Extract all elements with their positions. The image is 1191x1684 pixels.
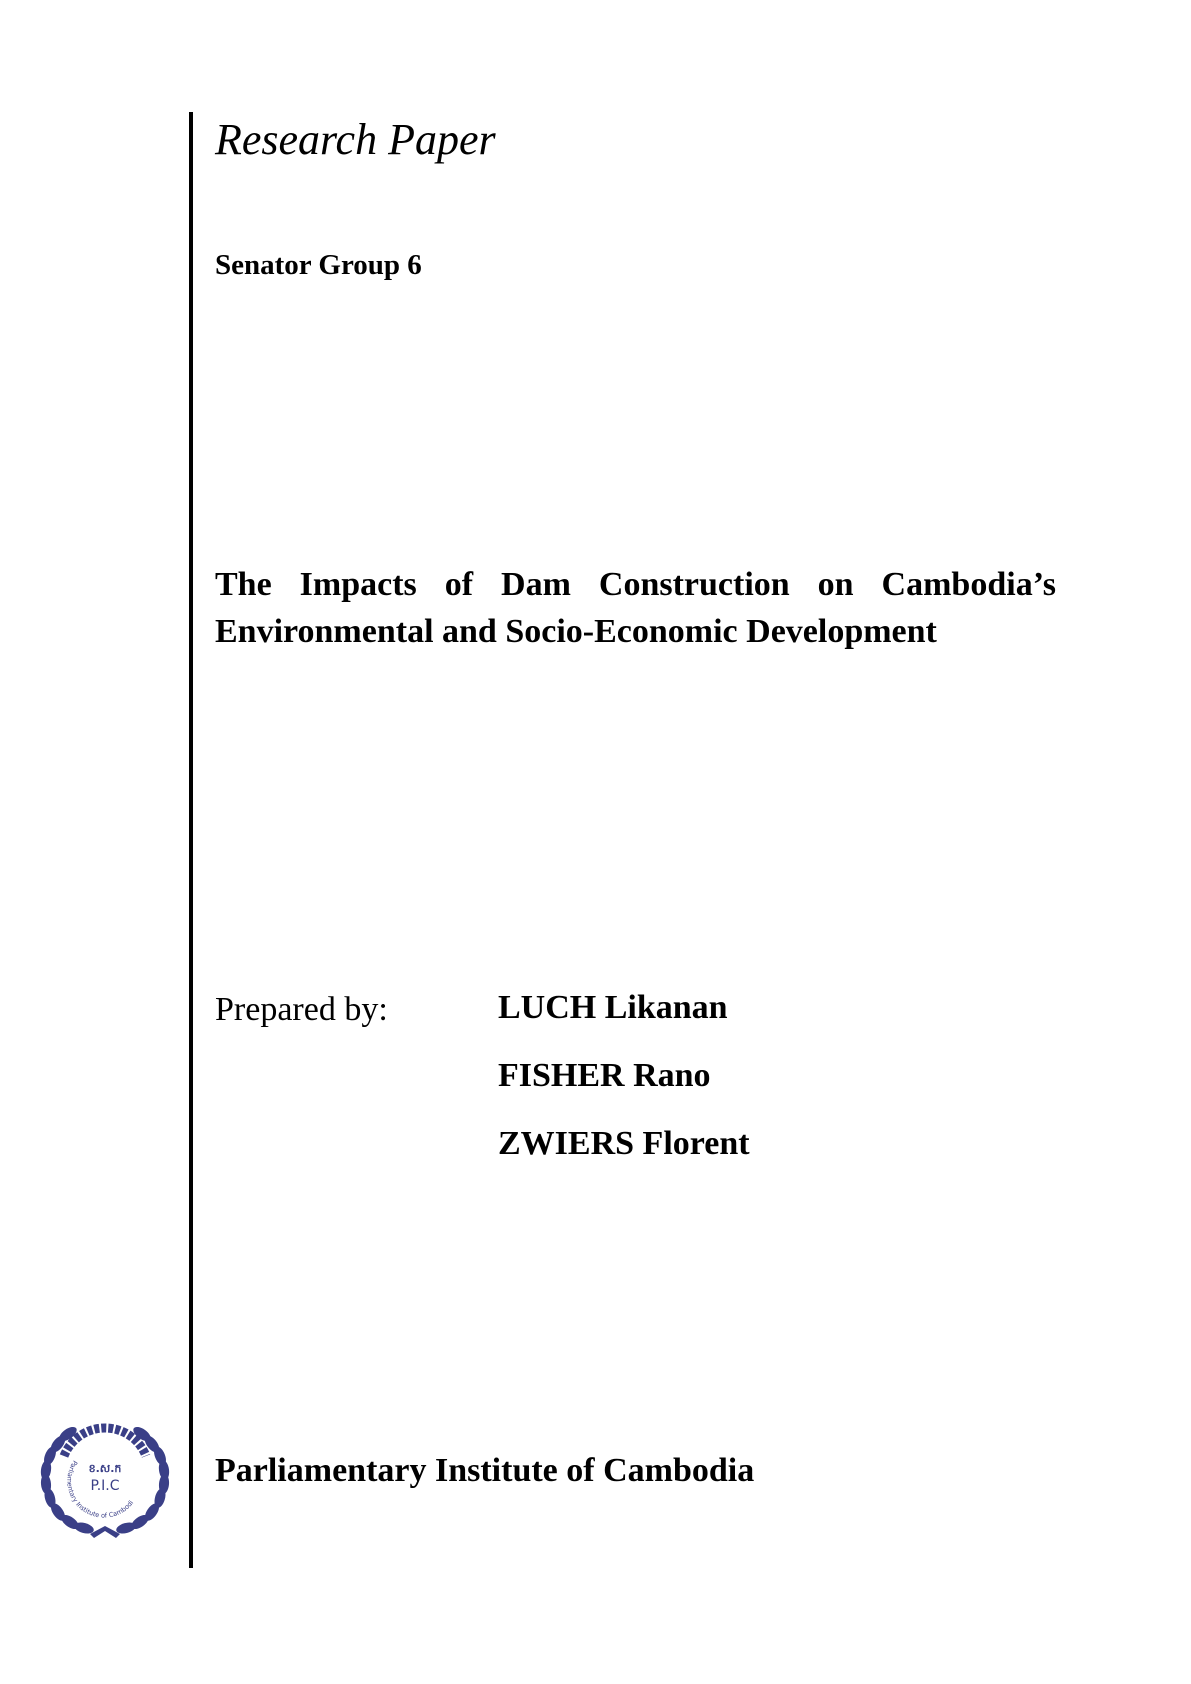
pic-logo (34, 1410, 176, 1542)
author-name: LUCH Likanan (498, 989, 728, 1026)
paper-title-line-1: The Impacts of Dam Construction on Cambodia’s (215, 566, 1056, 603)
logo-khmer-abbreviation: ខ.ស.ក (88, 1462, 122, 1475)
logo-abbreviation: P.I.C (90, 1478, 120, 1494)
senator-group: Senator Group 6 (215, 249, 422, 281)
paper-title-line-2: Environmental and Socio-Economic Development (215, 613, 937, 650)
svg-text:Parliamentary Institute of Cam: Parliamentary Institute of Cambodi (65, 1458, 136, 1520)
paper-title (215, 561, 1056, 655)
right-laurel-icon (115, 1424, 170, 1535)
author-name: FISHER Rano (498, 1057, 711, 1094)
prepared-by-label: Prepared by: (215, 991, 388, 1028)
document-type: Research Paper (215, 115, 496, 164)
author-list (498, 974, 750, 1178)
institute-name: Parliamentary Institute of Cambodia (215, 1452, 755, 1489)
vertical-rule (189, 112, 193, 1568)
author-name: ZWIERS Florent (498, 1125, 750, 1162)
